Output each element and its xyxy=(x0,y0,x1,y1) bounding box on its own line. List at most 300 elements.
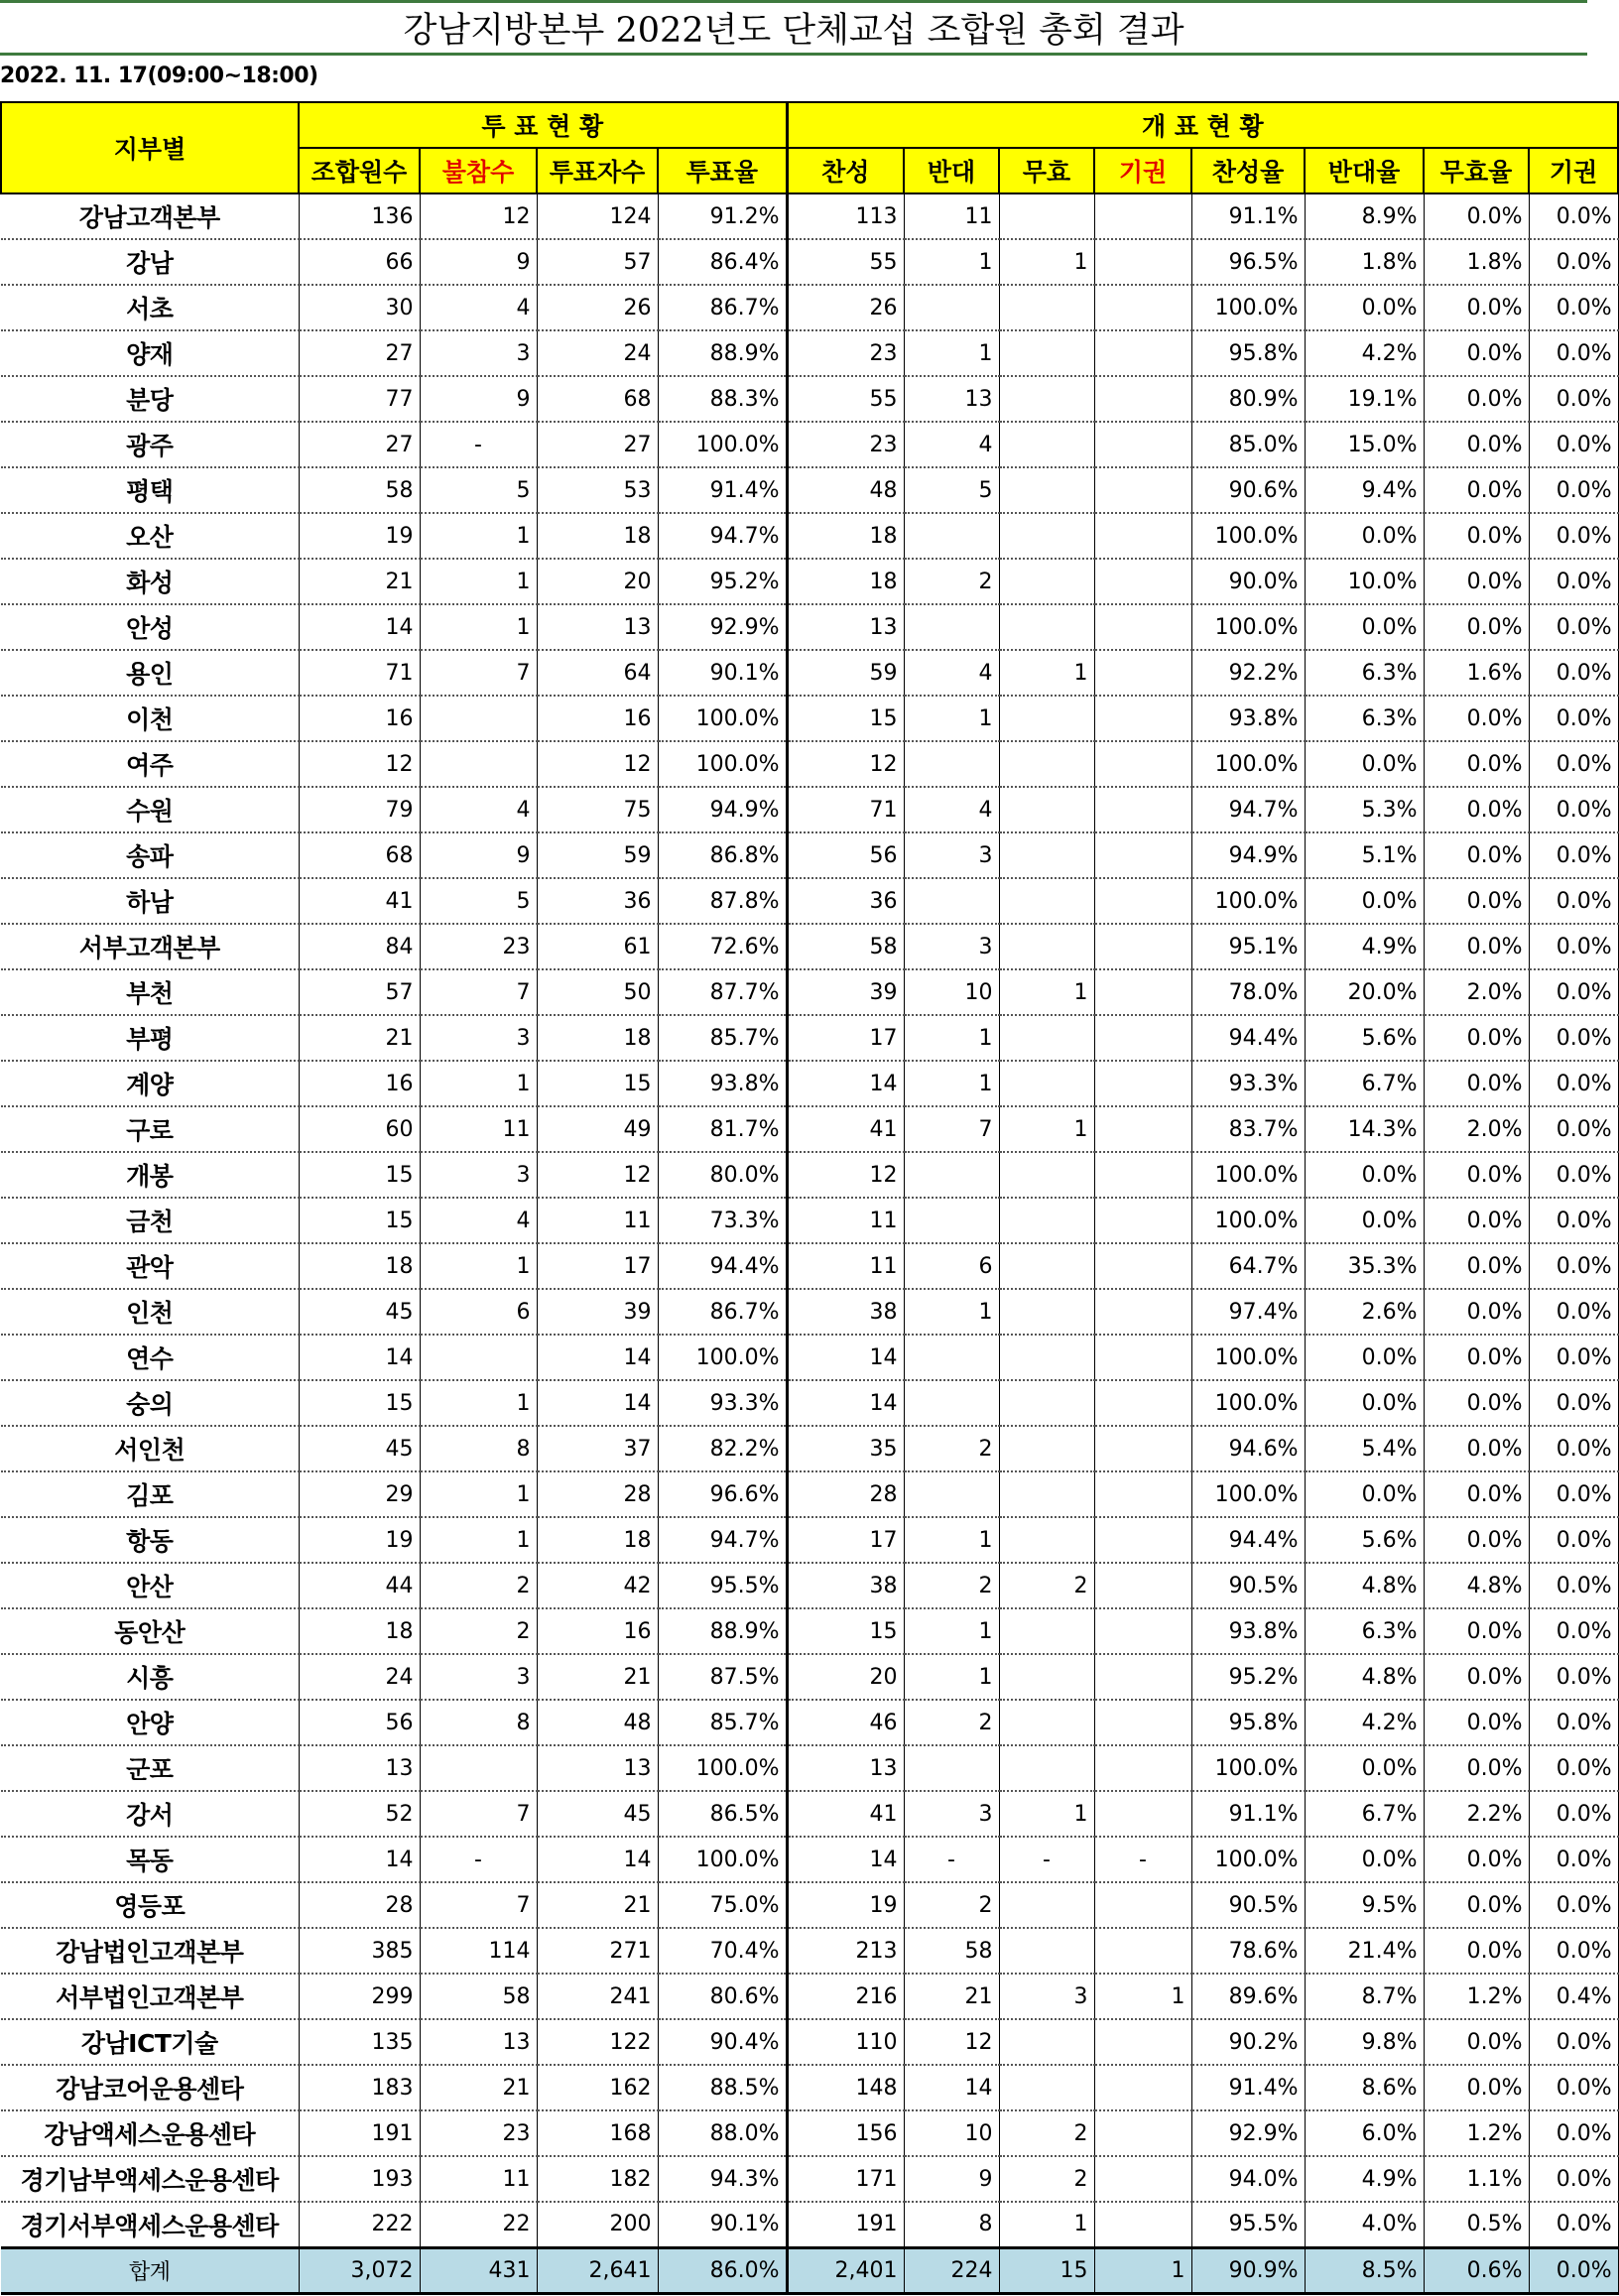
cell-absent xyxy=(420,741,537,787)
cell-invalid xyxy=(999,467,1094,513)
cell-abstain xyxy=(1094,2019,1191,2065)
cell-absent: 13 xyxy=(420,2019,537,2065)
cell-branch: 인천 xyxy=(1,1289,299,1335)
cell-members: 56 xyxy=(299,1700,420,1745)
cell-invalid: 1 xyxy=(999,1791,1094,1837)
cell-yes-rate: 100.0% xyxy=(1191,1837,1305,1882)
cell-no-rate: 4.9% xyxy=(1305,924,1424,969)
cell-abstain-rate: 0.0% xyxy=(1529,1700,1618,1745)
cell-no: 1 xyxy=(904,1654,999,1700)
cell-no: 14 xyxy=(904,2065,999,2110)
cell-turnout: 100.0% xyxy=(658,1837,787,1882)
cell-absent: 58 xyxy=(420,1974,537,2019)
cell-turnout: 95.2% xyxy=(658,559,787,604)
cell-invalid xyxy=(999,1471,1094,1517)
cell-members: 27 xyxy=(299,330,420,376)
cell-absent: 8 xyxy=(420,1426,537,1471)
cell-voters: 18 xyxy=(537,1517,658,1563)
cell-yes-rate: 95.1% xyxy=(1191,924,1305,969)
table-row xyxy=(1,1152,1618,1198)
cell-yes-rate: 100.0% xyxy=(1191,1335,1305,1380)
cell-no: 3 xyxy=(904,832,999,878)
cell-yes: 14 xyxy=(787,1335,904,1380)
cell-turnout: 81.7% xyxy=(658,1106,787,1152)
cell-abstain: 1 xyxy=(1094,2247,1191,2293)
table-row xyxy=(1,1198,1618,1243)
cell-absent: 6 xyxy=(420,1289,537,1335)
table-row xyxy=(1,193,1618,239)
cell-members: 21 xyxy=(299,559,420,604)
cell-no: 10 xyxy=(904,969,999,1015)
header-vote-group: 투 표 현 황 xyxy=(299,102,787,148)
table-row xyxy=(1,604,1618,650)
cell-yes-rate: 94.9% xyxy=(1191,832,1305,878)
cell-voters: 28 xyxy=(537,1471,658,1517)
cell-no: 9 xyxy=(904,2156,999,2202)
cell-no xyxy=(904,604,999,650)
cell-yes: 2,401 xyxy=(787,2247,904,2293)
cell-abstain xyxy=(1094,285,1191,330)
cell-yes-rate: 92.2% xyxy=(1191,650,1305,696)
cell-no-rate: 8.5% xyxy=(1305,2247,1424,2293)
cell-branch: 강남법인고객본부 xyxy=(1,1928,299,1974)
cell-no-rate: 0.0% xyxy=(1305,878,1424,924)
cell-no: 12 xyxy=(904,2019,999,2065)
cell-branch: 시흥 xyxy=(1,1654,299,1700)
cell-yes: 213 xyxy=(787,1928,904,1974)
cell-branch: 부평 xyxy=(1,1015,299,1061)
cell-branch: 안산 xyxy=(1,1563,299,1608)
cell-abstain-rate: 0.0% xyxy=(1529,2019,1618,2065)
cell-invalid: 1 xyxy=(999,2202,1094,2247)
cell-absent: 1 xyxy=(420,1517,537,1563)
table-row xyxy=(1,1015,1618,1061)
cell-invalid xyxy=(999,2019,1094,2065)
cell-absent: - xyxy=(420,422,537,467)
cell-no-rate: 5.3% xyxy=(1305,787,1424,832)
cell-no xyxy=(904,1198,999,1243)
cell-turnout: 70.4% xyxy=(658,1928,787,1974)
cell-invalid-rate: 0.0% xyxy=(1424,2065,1529,2110)
cell-turnout: 88.3% xyxy=(658,376,787,422)
cell-members: 13 xyxy=(299,1745,420,1791)
cell-voters: 16 xyxy=(537,696,658,741)
cell-absent: 2 xyxy=(420,1563,537,1608)
cell-yes-rate: 94.4% xyxy=(1191,1517,1305,1563)
cell-invalid xyxy=(999,1198,1094,1243)
cell-no xyxy=(904,1335,999,1380)
cell-turnout: 92.9% xyxy=(658,604,787,650)
cell-abstain xyxy=(1094,1198,1191,1243)
cell-absent: 23 xyxy=(420,2110,537,2156)
cell-invalid-rate: 1.2% xyxy=(1424,2110,1529,2156)
cell-turnout: 91.4% xyxy=(658,467,787,513)
cell-invalid-rate: 2.0% xyxy=(1424,969,1529,1015)
cell-branch: 경기남부액세스운용센타 xyxy=(1,2156,299,2202)
cell-abstain xyxy=(1094,422,1191,467)
cell-members: 45 xyxy=(299,1426,420,1471)
cell-members: 19 xyxy=(299,1517,420,1563)
cell-branch: 서부법인고객본부 xyxy=(1,1974,299,2019)
cell-turnout: 73.3% xyxy=(658,1198,787,1243)
cell-yes-rate: 95.5% xyxy=(1191,2202,1305,2247)
cell-absent: 1 xyxy=(420,604,537,650)
cell-no-rate: 4.2% xyxy=(1305,330,1424,376)
cell-turnout: 80.6% xyxy=(658,1974,787,2019)
cell-invalid: 1 xyxy=(999,1106,1094,1152)
cell-no: 4 xyxy=(904,787,999,832)
cell-yes: 35 xyxy=(787,1426,904,1471)
cell-abstain xyxy=(1094,2065,1191,2110)
cell-abstain-rate: 0.0% xyxy=(1529,787,1618,832)
cell-invalid xyxy=(999,1335,1094,1380)
cell-voters: 15 xyxy=(537,1061,658,1106)
table-row xyxy=(1,1563,1618,1608)
cell-absent: 1 xyxy=(420,513,537,559)
cell-turnout: 80.0% xyxy=(658,1152,787,1198)
cell-voters: 18 xyxy=(537,1015,658,1061)
cell-branch: 군포 xyxy=(1,1745,299,1791)
cell-no: 13 xyxy=(904,376,999,422)
cell-yes-rate: 80.9% xyxy=(1191,376,1305,422)
cell-absent: 21 xyxy=(420,2065,537,2110)
cell-invalid xyxy=(999,832,1094,878)
cell-no: 1 xyxy=(904,1015,999,1061)
cell-invalid-rate: 0.0% xyxy=(1424,696,1529,741)
cell-voters: 122 xyxy=(537,2019,658,2065)
cell-absent: 1 xyxy=(420,1061,537,1106)
cell-abstain xyxy=(1094,559,1191,604)
cell-no-rate: 6.7% xyxy=(1305,1791,1424,1837)
cell-invalid-rate: 2.2% xyxy=(1424,1791,1529,1837)
cell-no-rate: 6.0% xyxy=(1305,2110,1424,2156)
cell-yes-rate: 95.8% xyxy=(1191,1700,1305,1745)
cell-no xyxy=(904,1152,999,1198)
cell-voters: 14 xyxy=(537,1335,658,1380)
cell-no-rate: 0.0% xyxy=(1305,1198,1424,1243)
cell-invalid xyxy=(999,1152,1094,1198)
cell-no xyxy=(904,741,999,787)
cell-abstain xyxy=(1094,878,1191,924)
cell-no-rate: 5.1% xyxy=(1305,832,1424,878)
cell-abstain-rate: 0.0% xyxy=(1529,832,1618,878)
cell-invalid-rate: 1.8% xyxy=(1424,239,1529,285)
cell-turnout: 93.8% xyxy=(658,1061,787,1106)
cell-invalid: 15 xyxy=(999,2247,1094,2293)
cell-turnout: 87.8% xyxy=(658,878,787,924)
table-row xyxy=(1,787,1618,832)
cell-voters: 37 xyxy=(537,1426,658,1471)
cell-yes: 14 xyxy=(787,1380,904,1426)
table-row xyxy=(1,2019,1618,2065)
cell-voters: 17 xyxy=(537,1243,658,1289)
cell-branch: 강서 xyxy=(1,1791,299,1837)
table-row xyxy=(1,1380,1618,1426)
table-row xyxy=(1,1745,1618,1791)
cell-abstain xyxy=(1094,832,1191,878)
cell-no-rate: 0.0% xyxy=(1305,1335,1424,1380)
cell-abstain-rate: 0.0% xyxy=(1529,2065,1618,2110)
cell-invalid-rate: 0.0% xyxy=(1424,1426,1529,1471)
cell-invalid xyxy=(999,1654,1094,1700)
cell-members: 28 xyxy=(299,1882,420,1928)
cell-turnout: 86.7% xyxy=(658,1289,787,1335)
cell-yes: 38 xyxy=(787,1563,904,1608)
cell-yes: 14 xyxy=(787,1061,904,1106)
cell-yes: 15 xyxy=(787,1608,904,1654)
cell-abstain xyxy=(1094,696,1191,741)
cell-yes-rate: 91.1% xyxy=(1191,193,1305,239)
cell-invalid-rate: 0.6% xyxy=(1424,2247,1529,2293)
cell-no xyxy=(904,285,999,330)
cell-branch: 이천 xyxy=(1,696,299,741)
cell-invalid-rate: 0.0% xyxy=(1424,924,1529,969)
cell-members: 14 xyxy=(299,604,420,650)
cell-abstain xyxy=(1094,239,1191,285)
cell-absent: 4 xyxy=(420,285,537,330)
table-row xyxy=(1,1426,1618,1471)
cell-yes-rate: 100.0% xyxy=(1191,1745,1305,1791)
cell-absent: 22 xyxy=(420,2202,537,2247)
cell-voters: 45 xyxy=(537,1791,658,1837)
cell-no-rate: 19.1% xyxy=(1305,376,1424,422)
cell-absent: 9 xyxy=(420,376,537,422)
cell-voters: 241 xyxy=(537,1974,658,2019)
cell-abstain xyxy=(1094,1791,1191,1837)
cell-abstain-rate: 0.0% xyxy=(1529,1289,1618,1335)
cell-invalid xyxy=(999,604,1094,650)
cell-absent: 1 xyxy=(420,559,537,604)
cell-no: 1 xyxy=(904,239,999,285)
cell-voters: 27 xyxy=(537,422,658,467)
cell-members: 57 xyxy=(299,969,420,1015)
cell-abstain-rate: 0.0% xyxy=(1529,2110,1618,2156)
cell-absent: 7 xyxy=(420,1791,537,1837)
cell-voters: 64 xyxy=(537,650,658,696)
table-row xyxy=(1,1061,1618,1106)
cell-members: 41 xyxy=(299,878,420,924)
cell-invalid-rate: 1.1% xyxy=(1424,2156,1529,2202)
cell-turnout: 100.0% xyxy=(658,1335,787,1380)
cell-yes-rate: 85.0% xyxy=(1191,422,1305,467)
cell-abstain-rate: 0.0% xyxy=(1529,330,1618,376)
cell-abstain-rate: 0.0% xyxy=(1529,422,1618,467)
cell-members: 84 xyxy=(299,924,420,969)
cell-yes: 156 xyxy=(787,2110,904,2156)
cell-invalid: 3 xyxy=(999,1974,1094,2019)
cell-abstain-rate: 0.0% xyxy=(1529,878,1618,924)
table-row xyxy=(1,969,1618,1015)
cell-abstain-rate: 0.0% xyxy=(1529,1517,1618,1563)
cell-abstain xyxy=(1094,1654,1191,1700)
cell-invalid xyxy=(999,1608,1094,1654)
cell-abstain xyxy=(1094,467,1191,513)
cell-yes: 171 xyxy=(787,2156,904,2202)
cell-voters: 49 xyxy=(537,1106,658,1152)
cell-members: 60 xyxy=(299,1106,420,1152)
cell-invalid-rate: 4.8% xyxy=(1424,1563,1529,1608)
cell-turnout: 94.4% xyxy=(658,1243,787,1289)
cell-abstain xyxy=(1094,376,1191,422)
table-row xyxy=(1,239,1618,285)
cell-absent: 1 xyxy=(420,1243,537,1289)
cell-no-rate: 8.7% xyxy=(1305,1974,1424,2019)
cell-yes: 14 xyxy=(787,1837,904,1882)
cell-voters: 57 xyxy=(537,239,658,285)
cell-invalid: 2 xyxy=(999,2156,1094,2202)
cell-yes: 148 xyxy=(787,2065,904,2110)
cell-members: 66 xyxy=(299,239,420,285)
header-count-group: 개 표 현 황 xyxy=(787,102,1618,148)
cell-yes-rate: 89.6% xyxy=(1191,1974,1305,2019)
cell-no: 2 xyxy=(904,1700,999,1745)
cell-voters: 21 xyxy=(537,1882,658,1928)
cell-abstain xyxy=(1094,1928,1191,1974)
cell-no-rate: 0.0% xyxy=(1305,1152,1424,1198)
cell-yes-rate: 93.8% xyxy=(1191,696,1305,741)
cell-turnout: 86.7% xyxy=(658,285,787,330)
cell-members: 52 xyxy=(299,1791,420,1837)
cell-branch: 김포 xyxy=(1,1471,299,1517)
cell-yes: 17 xyxy=(787,1015,904,1061)
cell-no-rate: 0.0% xyxy=(1305,1380,1424,1426)
cell-yes: 18 xyxy=(787,559,904,604)
cell-abstain-rate: 0.0% xyxy=(1529,1608,1618,1654)
cell-no-rate: 4.0% xyxy=(1305,2202,1424,2247)
cell-invalid xyxy=(999,513,1094,559)
cell-abstain-rate: 0.0% xyxy=(1529,1243,1618,1289)
cell-no: 11 xyxy=(904,193,999,239)
cell-invalid-rate: 0.0% xyxy=(1424,1152,1529,1198)
cell-invalid-rate: 0.0% xyxy=(1424,1654,1529,1700)
cell-yes-rate: 91.4% xyxy=(1191,2065,1305,2110)
cell-voters: 13 xyxy=(537,1745,658,1791)
cell-no: 2 xyxy=(904,1882,999,1928)
header-no: 반대 xyxy=(904,148,999,193)
header-members: 조합원수 xyxy=(299,148,420,193)
cell-no: 3 xyxy=(904,924,999,969)
cell-invalid: 1 xyxy=(999,239,1094,285)
cell-no: 10 xyxy=(904,2110,999,2156)
cell-abstain xyxy=(1094,1471,1191,1517)
cell-no-rate: 0.0% xyxy=(1305,285,1424,330)
cell-invalid-rate: 0.0% xyxy=(1424,1380,1529,1426)
cell-no: 1 xyxy=(904,1517,999,1563)
cell-yes: 38 xyxy=(787,1289,904,1335)
cell-invalid-rate: 0.0% xyxy=(1424,604,1529,650)
cell-invalid-rate: 0.0% xyxy=(1424,1289,1529,1335)
cell-abstain xyxy=(1094,1015,1191,1061)
cell-invalid-rate: 0.5% xyxy=(1424,2202,1529,2247)
cell-no: 1 xyxy=(904,1061,999,1106)
cell-no xyxy=(904,513,999,559)
cell-branch: 오산 xyxy=(1,513,299,559)
table-row xyxy=(1,1791,1618,1837)
cell-voters: 2,641 xyxy=(537,2247,658,2293)
cell-voters: 48 xyxy=(537,1700,658,1745)
cell-yes: 28 xyxy=(787,1471,904,1517)
cell-abstain-rate: 0.0% xyxy=(1529,559,1618,604)
cell-abstain xyxy=(1094,650,1191,696)
cell-abstain xyxy=(1094,1380,1191,1426)
cell-no-rate: 4.9% xyxy=(1305,2156,1424,2202)
cell-invalid-rate: 0.0% xyxy=(1424,376,1529,422)
table-row xyxy=(1,1608,1618,1654)
cell-no-rate: 4.8% xyxy=(1305,1654,1424,1700)
cell-absent xyxy=(420,696,537,741)
cell-voters: 11 xyxy=(537,1198,658,1243)
cell-invalid xyxy=(999,1745,1094,1791)
cell-no: 4 xyxy=(904,422,999,467)
cell-turnout: 88.9% xyxy=(658,1608,787,1654)
cell-yes-rate: 100.0% xyxy=(1191,1198,1305,1243)
cell-branch: 송파 xyxy=(1,832,299,878)
cell-branch: 강남ICT기술 xyxy=(1,2019,299,2065)
cell-yes: 41 xyxy=(787,1791,904,1837)
cell-invalid: 1 xyxy=(999,650,1094,696)
cell-yes-rate: 94.6% xyxy=(1191,1426,1305,1471)
cell-turnout: 86.0% xyxy=(658,2247,787,2293)
cell-invalid-rate: 2.0% xyxy=(1424,1106,1529,1152)
cell-branch: 수원 xyxy=(1,787,299,832)
cell-branch: 분당 xyxy=(1,376,299,422)
cell-abstain: 1 xyxy=(1094,1974,1191,2019)
cell-no-rate: 0.0% xyxy=(1305,1471,1424,1517)
cell-invalid xyxy=(999,1700,1094,1745)
cell-turnout: 82.2% xyxy=(658,1426,787,1471)
cell-branch: 화성 xyxy=(1,559,299,604)
cell-abstain-rate: 0.0% xyxy=(1529,741,1618,787)
table-row xyxy=(1,559,1618,604)
cell-invalid xyxy=(999,1289,1094,1335)
cell-yes: 12 xyxy=(787,1152,904,1198)
cell-absent xyxy=(420,1745,537,1791)
cell-invalid xyxy=(999,696,1094,741)
cell-voters: 124 xyxy=(537,193,658,239)
cell-branch: 금천 xyxy=(1,1198,299,1243)
cell-absent: 3 xyxy=(420,1152,537,1198)
cell-absent: 1 xyxy=(420,1380,537,1426)
cell-voters: 50 xyxy=(537,969,658,1015)
cell-absent: 431 xyxy=(420,2247,537,2293)
cell-branch: 강남 xyxy=(1,239,299,285)
cell-absent: 2 xyxy=(420,1608,537,1654)
table-row xyxy=(1,1700,1618,1745)
cell-yes: 13 xyxy=(787,604,904,650)
cell-absent: 9 xyxy=(420,239,537,285)
cell-yes-rate: 100.0% xyxy=(1191,285,1305,330)
cell-voters: 13 xyxy=(537,604,658,650)
cell-members: 45 xyxy=(299,1289,420,1335)
cell-yes-rate: 94.0% xyxy=(1191,2156,1305,2202)
cell-branch: 영등포 xyxy=(1,1882,299,1928)
cell-yes-rate: 90.9% xyxy=(1191,2247,1305,2293)
cell-invalid-rate: 0.0% xyxy=(1424,1608,1529,1654)
cell-abstain: - xyxy=(1094,1837,1191,1882)
cell-branch: 하남 xyxy=(1,878,299,924)
cell-invalid xyxy=(999,1061,1094,1106)
cell-voters: 75 xyxy=(537,787,658,832)
cell-members: 183 xyxy=(299,2065,420,2110)
cell-no xyxy=(904,1745,999,1791)
cell-no-rate: 15.0% xyxy=(1305,422,1424,467)
cell-abstain-rate: 0.0% xyxy=(1529,969,1618,1015)
cell-no-rate: 9.4% xyxy=(1305,467,1424,513)
cell-abstain-rate: 0.4% xyxy=(1529,1974,1618,2019)
cell-yes-rate: 100.0% xyxy=(1191,878,1305,924)
table-row xyxy=(1,2202,1618,2247)
cell-no-rate: 35.3% xyxy=(1305,1243,1424,1289)
